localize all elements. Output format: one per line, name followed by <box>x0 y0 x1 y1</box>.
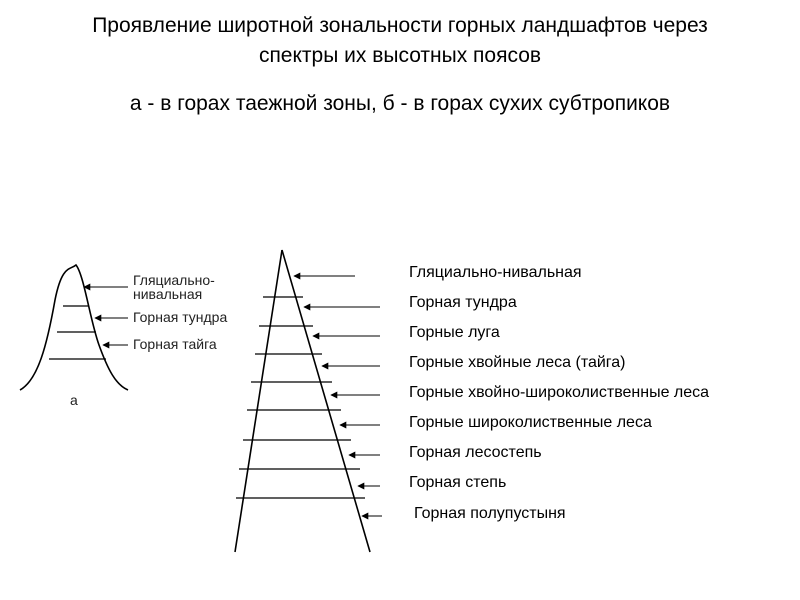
mountain-a-belt-1-line-2: нивальная <box>133 286 203 302</box>
mountain-a-outline <box>20 265 128 390</box>
mountain-a-belt-1-line-1: Гляциально- <box>133 272 215 288</box>
mountain-b-belt-label: Горная полупустыня <box>414 505 566 522</box>
mountain-a-belt-2: Горная тундра <box>133 309 228 325</box>
title-line-1: Проявление широтной зональности горных ландшафтов через <box>92 14 708 37</box>
mountain-b-belt-label: Гляциально-нивальная <box>409 264 582 281</box>
mountain-a <box>20 265 227 408</box>
title-line-2: спектры их высотных поясов <box>258 44 542 67</box>
mountain-b-belt-label: Горные хвойные леса (тайга) <box>409 354 626 371</box>
mountain-b-left-slope <box>235 250 282 552</box>
mountain-b <box>235 250 382 552</box>
subtitle: а - в горах таежной зоны, б - в горах сухих субтропиков <box>129 92 671 115</box>
mountain-b-belt-label: Горная степь <box>409 474 507 491</box>
mountain-b-belt-label: Горные луга <box>409 324 500 341</box>
mountain-b-belt-label: Горная лесостепь <box>409 444 542 461</box>
mountain-b-belt-label: Горная тундра <box>409 294 517 311</box>
mountain-b-right-slope <box>282 250 370 552</box>
mountain-b-belt-label: Горные широколиственные леса <box>409 414 652 431</box>
mountain-a-belt-3: Горная тайга <box>133 336 217 352</box>
mountain-b-belt-label: Горные хвойно-широколиственные леса <box>409 384 710 401</box>
mountain-a-label: а <box>70 392 78 408</box>
